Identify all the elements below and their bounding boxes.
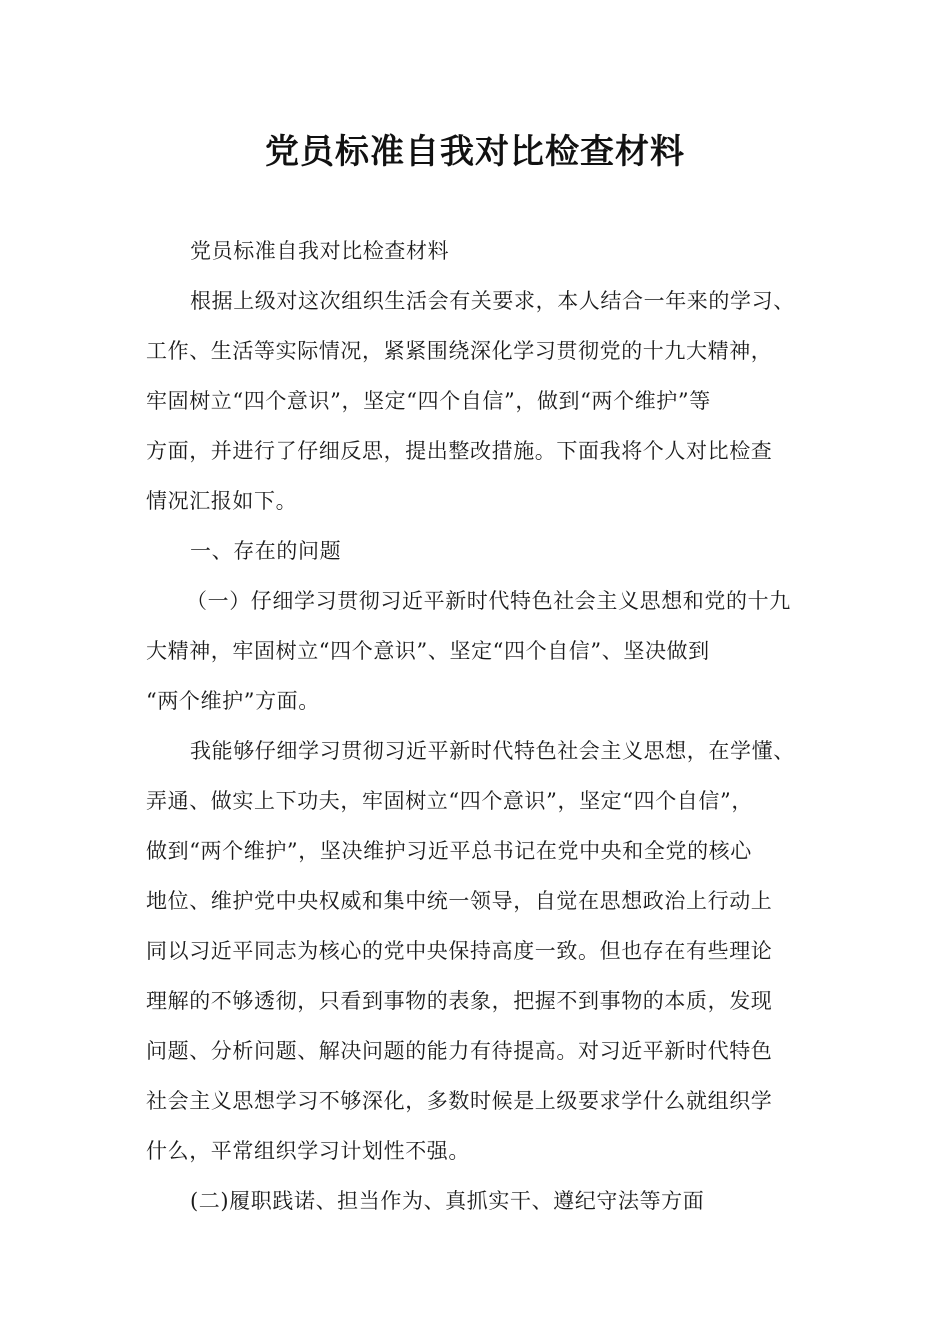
subsection-heading-cont: “两个维护”方面。 <box>146 689 320 713</box>
subsection-heading: （一）仔细学习贯彻习近平新时代特色社会主义思想和党的十九 <box>186 589 791 613</box>
document-title: 党员标准自我对比检查材料 <box>265 132 685 172</box>
body-line: 同以习近平同志为核心的党中央保持高度一致。但也存在有些理论 <box>146 939 773 963</box>
body-line: 什么，平常组织学习计划性不强。 <box>146 1139 470 1163</box>
document-body <box>146 233 826 1233</box>
section-heading: 一、存在的问题 <box>190 539 342 563</box>
body-line: 工作、生活等实际情况，紧紧围绕深化学习贯彻党的十九大精神， <box>146 339 773 363</box>
body-line: 我能够仔细学习贯彻习近平新时代特色社会主义思想，在学懂、 <box>190 739 795 763</box>
subsection-heading-cont: 大精神，牢固树立“四个意识”、坚定“四个自信”、坚决做到 <box>146 639 710 663</box>
body-line: 方面，并进行了仔细反思，提出整改措施。下面我将个人对比检查 <box>146 439 773 463</box>
body-line: 问题、分析问题、解决问题的能力有待提高。对习近平新时代特色 <box>146 1039 773 1063</box>
body-line: 牢固树立“四个意识”，坚定“四个自信”，做到“两个维护”等 <box>146 389 711 413</box>
body-line: 做到“两个维护”，坚决维护习近平总书记在党中央和全党的核心 <box>146 839 752 863</box>
body-line-subtitle: 党员标准自我对比检查材料 <box>190 239 450 263</box>
subsection-heading: (二)履职践诺、担当作为、真抓实干、遵纪守法等方面 <box>190 1189 705 1213</box>
body-line: 理解的不够透彻，只看到事物的表象，把握不到事物的本质，发现 <box>146 989 773 1013</box>
body-line: 地位、维护党中央权威和集中统一领导，自觉在思想政治上行动上 <box>146 889 773 913</box>
body-line: 弄通、做实上下功夫，牢固树立“四个意识”，坚定“四个自信”， <box>146 789 753 813</box>
body-line: 情况汇报如下。 <box>146 489 298 513</box>
body-line: 根据上级对这次组织生活会有关要求，本人结合一年来的学习、 <box>190 289 795 313</box>
body-line: 社会主义思想学习不够深化，多数时候是上级要求学什么就组织学 <box>146 1089 773 1113</box>
